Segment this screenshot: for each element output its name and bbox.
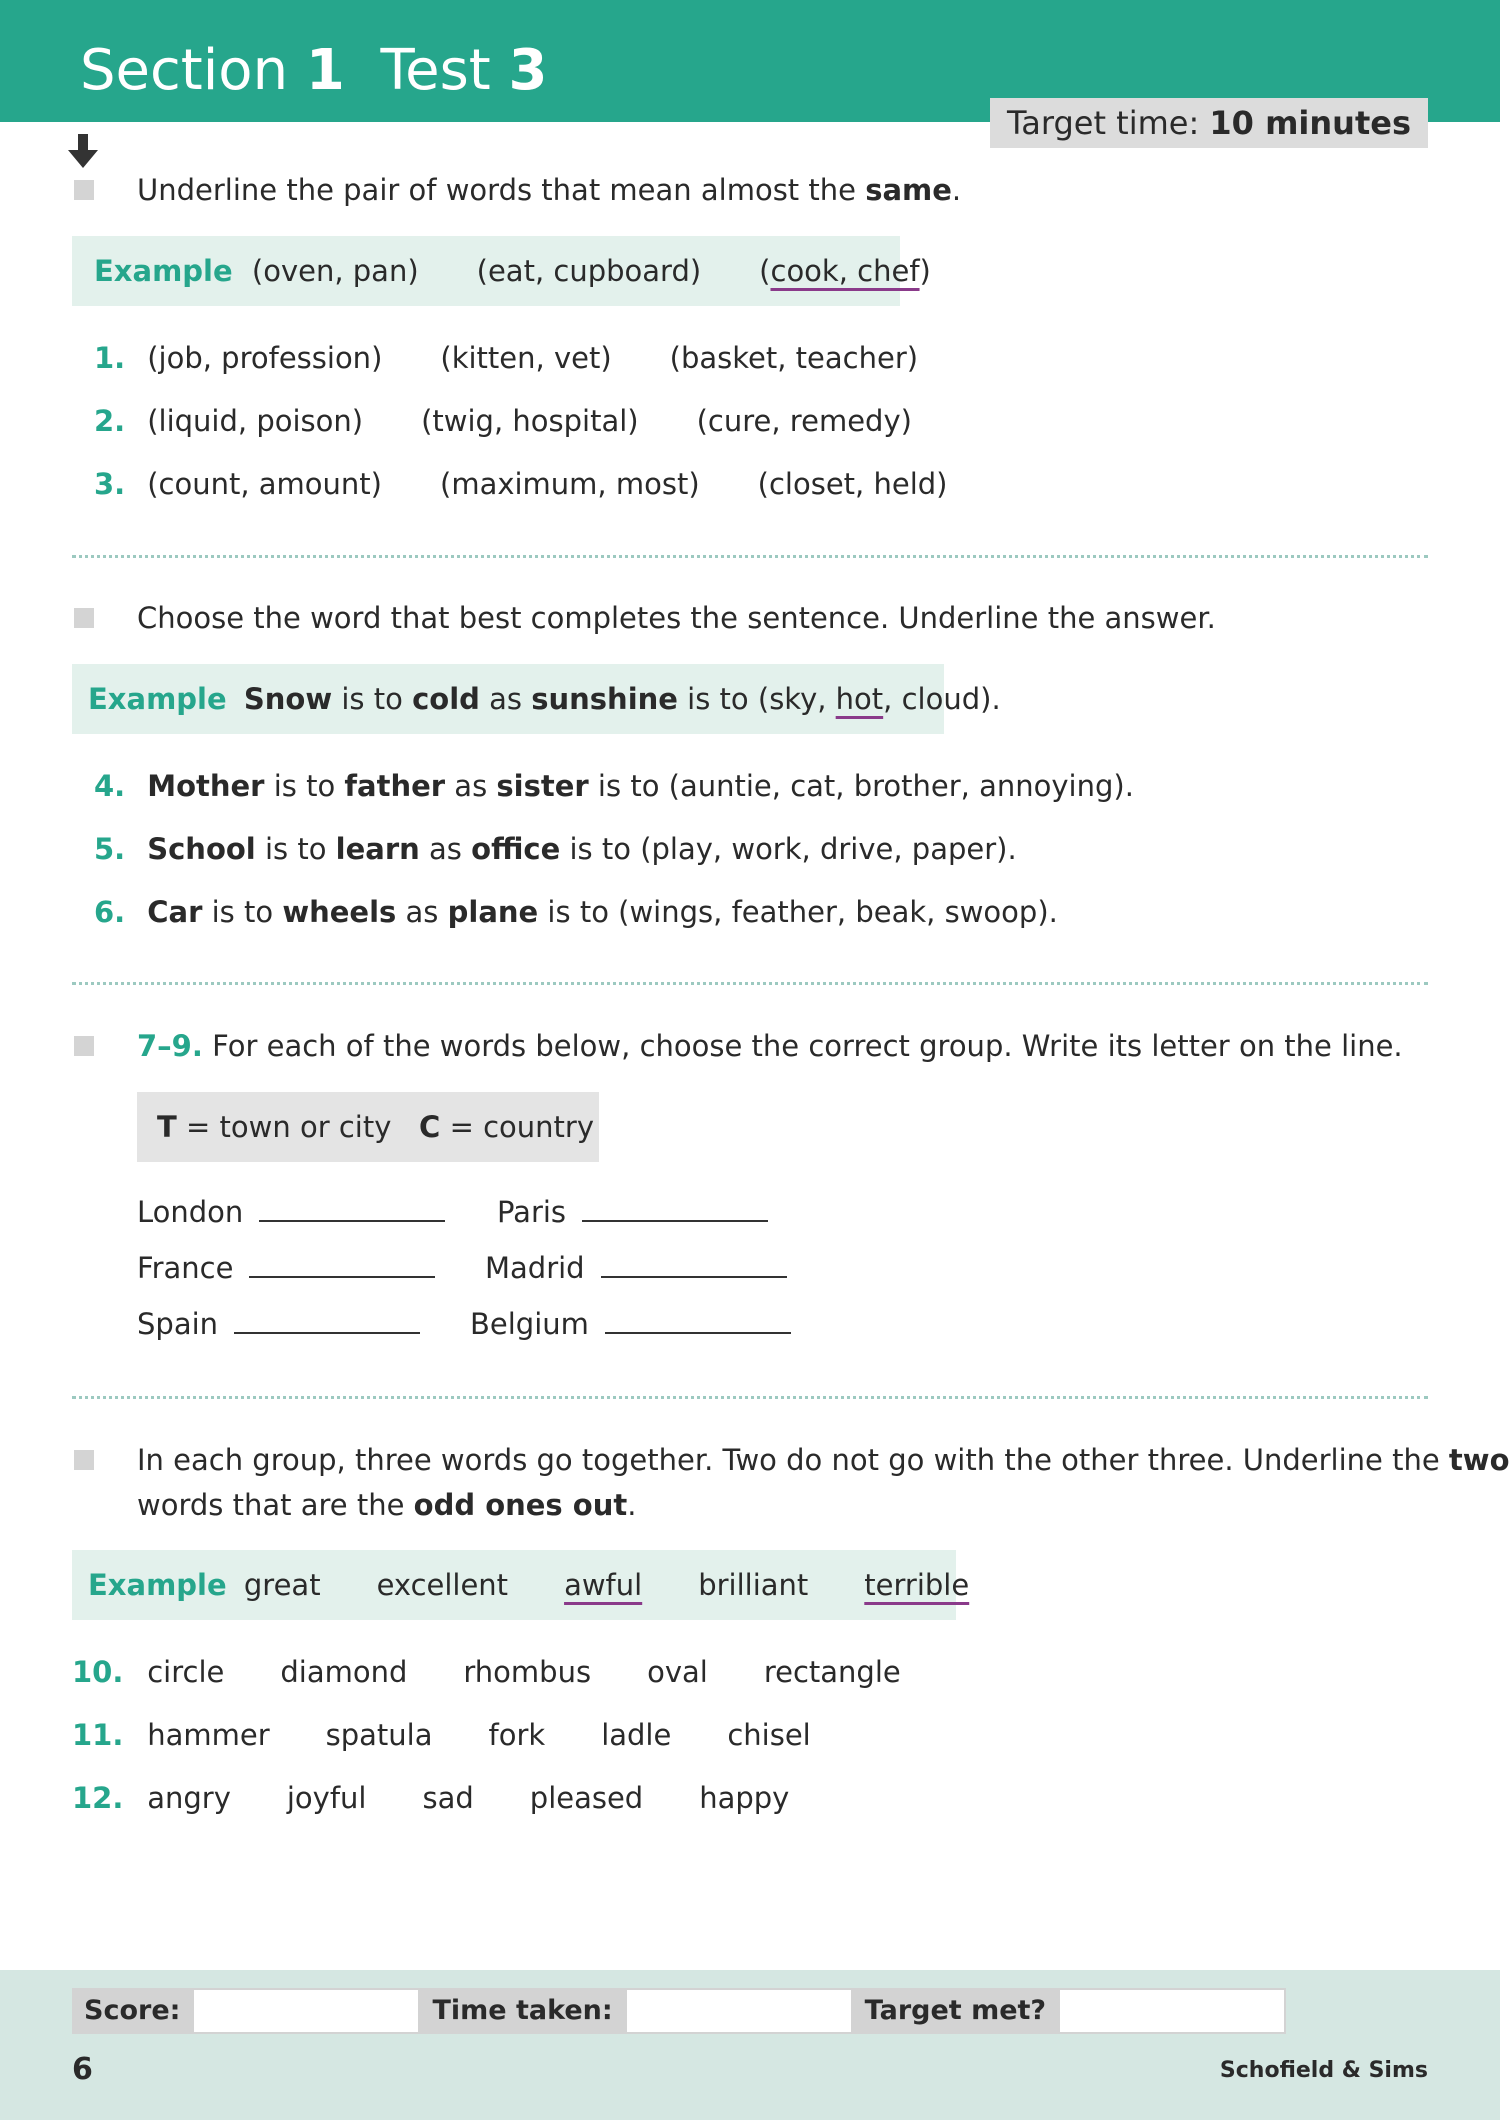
option[interactable]: (liquid, poison) bbox=[147, 404, 364, 438]
page-number: 6 bbox=[72, 2052, 93, 2087]
score-bar bbox=[72, 1988, 1286, 2034]
example-label: Example bbox=[94, 254, 233, 288]
divider bbox=[72, 982, 1428, 985]
target-time-badge: Target time: 10 minutes bbox=[990, 98, 1428, 148]
target-met-input[interactable] bbox=[1058, 1988, 1286, 2034]
option[interactable]: (closet, held) bbox=[757, 467, 948, 501]
fill-item: Belgium bbox=[470, 1302, 791, 1346]
fill-item: Paris bbox=[497, 1190, 768, 1234]
word-option[interactable]: spatula bbox=[325, 1718, 433, 1752]
fill-item: Spain bbox=[137, 1302, 420, 1346]
example-option: (eat, cupboard) bbox=[476, 254, 702, 288]
word-option[interactable]: sad bbox=[422, 1781, 474, 1815]
option[interactable]: (basket, teacher) bbox=[669, 341, 919, 375]
question-11: 11. hammer spatula fork ladle chisel bbox=[72, 1713, 867, 1757]
question-4[interactable]: 4. Mother is to father as sister is to (auntie, cat, brother, annoying). bbox=[94, 769, 1134, 803]
word-option[interactable]: ladle bbox=[601, 1718, 672, 1752]
word-option[interactable]: joyful bbox=[286, 1781, 367, 1815]
word-option[interactable]: angry bbox=[147, 1781, 231, 1815]
divider bbox=[72, 555, 1428, 558]
example-answer: awful bbox=[564, 1568, 643, 1602]
answer-line[interactable] bbox=[234, 1310, 420, 1334]
answer-line[interactable] bbox=[605, 1310, 791, 1334]
arrow-down-icon bbox=[68, 134, 98, 172]
example-box-1 bbox=[72, 236, 931, 306]
word-option[interactable]: hammer bbox=[147, 1718, 270, 1752]
question-3: 3. (count, amount) (maximum, most) (closet, held) bbox=[94, 462, 1005, 506]
question-1: 1. (job, profession) (kitten, vet) (basket, teacher) bbox=[94, 336, 976, 380]
example-option: (oven, pan) bbox=[251, 254, 419, 288]
word-option[interactable]: rectangle bbox=[763, 1655, 901, 1689]
word-option[interactable]: chisel bbox=[727, 1718, 811, 1752]
example-label: Example bbox=[88, 682, 227, 716]
question-5[interactable]: 5. School is to learn as office is to (play, work, drive, paper). bbox=[94, 832, 1017, 866]
option[interactable]: (count, amount) bbox=[147, 467, 382, 501]
instruction-2: Choose the word that best completes the sentence. Underline the answer. bbox=[137, 601, 1216, 635]
instruction-4: In each group, three words go together. Two do not go with the other three. Underline the two bbox=[137, 1443, 1510, 1477]
option[interactable]: (job, profession) bbox=[147, 341, 383, 375]
score-input[interactable] bbox=[192, 1988, 420, 2034]
word-option[interactable]: rhombus bbox=[463, 1655, 592, 1689]
time-taken-input[interactable] bbox=[625, 1988, 853, 2034]
word-option[interactable]: fork bbox=[488, 1718, 546, 1752]
section-marker bbox=[74, 608, 94, 628]
instruction-3: 7–9. For each of the words below, choose the correct group. Write its letter on the line. bbox=[137, 1029, 1403, 1063]
answer-line[interactable] bbox=[259, 1198, 445, 1222]
option[interactable]: (twig, hospital) bbox=[421, 404, 639, 438]
fill-item: London bbox=[137, 1190, 445, 1234]
question-2: 2. (liquid, poison) (twig, hospital) (cure, remedy) bbox=[94, 399, 970, 443]
instruction-1: Underline the pair of words that mean almost the same. bbox=[137, 173, 962, 207]
key-box: T = town or city C = country bbox=[137, 1092, 599, 1162]
answer-line[interactable] bbox=[601, 1254, 787, 1278]
option[interactable]: (kitten, vet) bbox=[440, 341, 612, 375]
section-marker bbox=[74, 180, 94, 200]
option[interactable]: (maximum, most) bbox=[440, 467, 700, 501]
section-marker bbox=[74, 1450, 94, 1470]
answer-line[interactable] bbox=[249, 1254, 435, 1278]
option[interactable]: (cure, remedy) bbox=[696, 404, 912, 438]
divider bbox=[72, 1396, 1428, 1399]
word-option[interactable]: circle bbox=[147, 1655, 225, 1689]
word-option[interactable]: diamond bbox=[280, 1655, 408, 1689]
example-box-4: Example great excellent awful brilliant terrible bbox=[72, 1550, 956, 1620]
publisher-name: Schofield & Sims bbox=[1219, 2058, 1428, 2083]
question-10: 10. circle diamond rhombus oval rectangle bbox=[72, 1650, 957, 1694]
word-option[interactable]: oval bbox=[647, 1655, 708, 1689]
word-option[interactable]: happy bbox=[699, 1781, 790, 1815]
question-12: 12. angry joyful sad pleased happy bbox=[72, 1776, 845, 1820]
fill-item: France bbox=[137, 1246, 435, 1290]
fill-item: Madrid bbox=[485, 1246, 787, 1290]
word-option[interactable]: pleased bbox=[529, 1781, 644, 1815]
target-met-label: Target met? bbox=[853, 1988, 1058, 2034]
answer-line[interactable] bbox=[582, 1198, 768, 1222]
example-box-2: Example Snow is to cold as sunshine is to (sky, hot, cloud). bbox=[72, 664, 944, 734]
time-taken-label: Time taken: bbox=[420, 1988, 624, 2034]
section-marker bbox=[74, 1036, 94, 1056]
example-answer: terrible bbox=[864, 1568, 970, 1602]
question-6[interactable]: 6. Car is to wheels as plane is to (wings, feather, beak, swoop). bbox=[94, 895, 1058, 929]
example-label: Example bbox=[88, 1568, 227, 1602]
page-title: Section 1 Test 3 bbox=[80, 38, 548, 103]
example-answer: hot bbox=[835, 682, 884, 716]
score-label: Score: bbox=[72, 1988, 192, 2034]
instruction-4-line-2: words that are the odd ones out. bbox=[137, 1488, 637, 1522]
example-answer: (cook, chef) bbox=[759, 254, 931, 288]
